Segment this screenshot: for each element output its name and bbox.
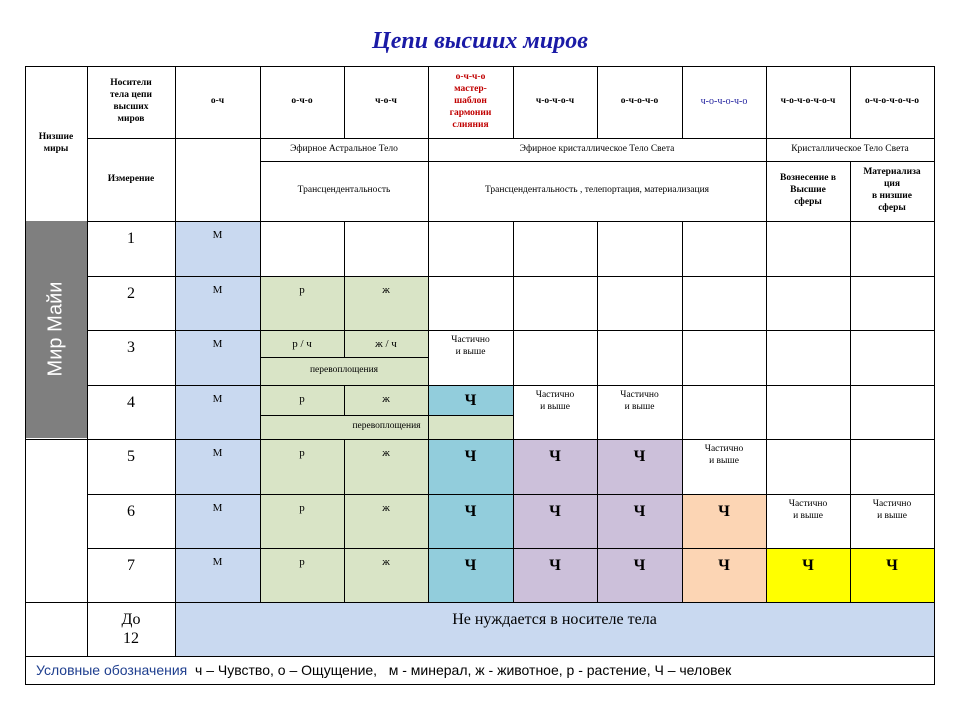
header-body-etheric-astral: Эфирное Астральное Тело <box>290 143 398 154</box>
legend-label: Условные обозначения <box>36 662 188 678</box>
row-6-mineral: М <box>212 502 223 514</box>
header-chain-8: ч-о-ч-о-ч-о-ч <box>780 96 836 107</box>
row-5-number: 5 <box>127 448 135 465</box>
row-6-human-d: Ч <box>682 494 766 548</box>
row-7-human-a: Ч <box>428 548 513 602</box>
maya-world-band <box>25 221 87 438</box>
row-4-human: Ч <box>428 385 513 415</box>
row-7-human-c: Ч <box>597 548 682 602</box>
row-2-animal: ж <box>344 276 428 330</box>
row-5-partial: Частично и выше <box>704 444 744 466</box>
header-chain-2: о-ч-о <box>291 96 313 107</box>
header-ascension: Вознесение в Высшие сферы <box>780 173 836 207</box>
header-chain-3: ч-о-ч <box>375 96 397 107</box>
row-7-plant: р <box>260 548 344 602</box>
row-3-mineral: М <box>212 338 223 350</box>
row-4-number: 4 <box>127 394 135 411</box>
row-3-number: 3 <box>127 339 135 356</box>
row-3-animal-human: ж / ч <box>344 330 428 357</box>
row-6-plant: р <box>260 494 344 548</box>
maya-world-label: Мир Майи <box>44 281 67 377</box>
last-row-text: Не нуждается в носителе тела <box>175 602 934 656</box>
row-4-partial-a: Частично и выше <box>535 390 575 412</box>
row-3-partial: Частично и выше <box>451 335 490 357</box>
row-7-human-b: Ч <box>513 548 597 602</box>
row-6-number: 6 <box>127 503 135 520</box>
header-chain-1: о-ч <box>210 96 225 107</box>
header-transcendence: Трансцендентальность <box>297 185 391 196</box>
header-chain-7: ч-о-ч-о-ч-о <box>700 95 748 107</box>
row-5-human-c: Ч <box>597 439 682 494</box>
row-6-human-c: Ч <box>597 494 682 548</box>
row-1-number: 1 <box>127 230 135 247</box>
row-7-human-f: Ч <box>850 548 934 602</box>
row-5-plant: р <box>260 439 344 494</box>
last-row-number: До 12 <box>121 610 141 647</box>
row-4-reincarnation: перевоплощения <box>260 415 513 439</box>
row-5-human-a: Ч <box>428 439 513 494</box>
row-7-human-d: Ч <box>682 548 766 602</box>
row-4-plant: р <box>260 385 344 415</box>
legend-text: ч – Чувство, о – Ощущение, м - минерал, ж - животное, р - растение, Ч – человек <box>187 662 732 678</box>
legend <box>36 662 731 678</box>
page-title: Цепи высших миров <box>372 28 588 54</box>
row-7-animal: ж <box>344 548 428 602</box>
row-4-mineral: М <box>212 393 223 405</box>
row-5-mineral: М <box>212 447 223 459</box>
row-6-human-a: Ч <box>428 494 513 548</box>
header-body-crystal: Кристаллическое Тело Света <box>791 143 909 154</box>
header-chain-4-master: о-ч-ч-о мастер- шаблон гармонии слияния <box>449 72 492 130</box>
header-chain-6: о-ч-о-ч-о <box>620 96 659 107</box>
row-7-number: 7 <box>127 557 135 574</box>
header-lower-worlds: Низшие миры <box>38 131 74 154</box>
row-6-partial-b: Частично и выше <box>872 499 912 521</box>
row-1-mineral: М <box>212 229 223 241</box>
header-chain-9: о-ч-о-ч-о-ч-о <box>864 96 920 107</box>
header-materialization: Материализа ция в низшие сферы <box>863 167 921 213</box>
row-7-human-e: Ч <box>766 548 850 602</box>
header-carriers: Носители тела цепи высших миров <box>110 78 152 124</box>
row-4-animal: ж <box>344 385 428 415</box>
row-6-animal: ж <box>344 494 428 548</box>
row-3-reincarnation: перевоплощения <box>260 357 428 385</box>
row-6-partial-a: Частично и выше <box>788 499 828 521</box>
row-5-human-b: Ч <box>513 439 597 494</box>
row-4-partial-b: Частично и выше <box>620 390 659 412</box>
row-7-mineral: М <box>212 556 223 568</box>
row-2-number: 2 <box>127 285 135 302</box>
row-2-mineral: М <box>212 284 223 296</box>
header-chain-5: ч-о-ч-о-ч <box>535 96 575 107</box>
row-3-plant-human: р / ч <box>260 330 344 357</box>
row-6-human-b: Ч <box>513 494 597 548</box>
row-5-animal: ж <box>344 439 428 494</box>
row-2-plant: р <box>260 276 344 330</box>
header-measurement: Измерение <box>107 173 155 184</box>
header-body-etheric-crystal: Эфирное кристаллическое Тело Света <box>519 143 675 154</box>
header-transcendence-full: Трансцендентальность , телепортация, материализация <box>484 185 710 196</box>
